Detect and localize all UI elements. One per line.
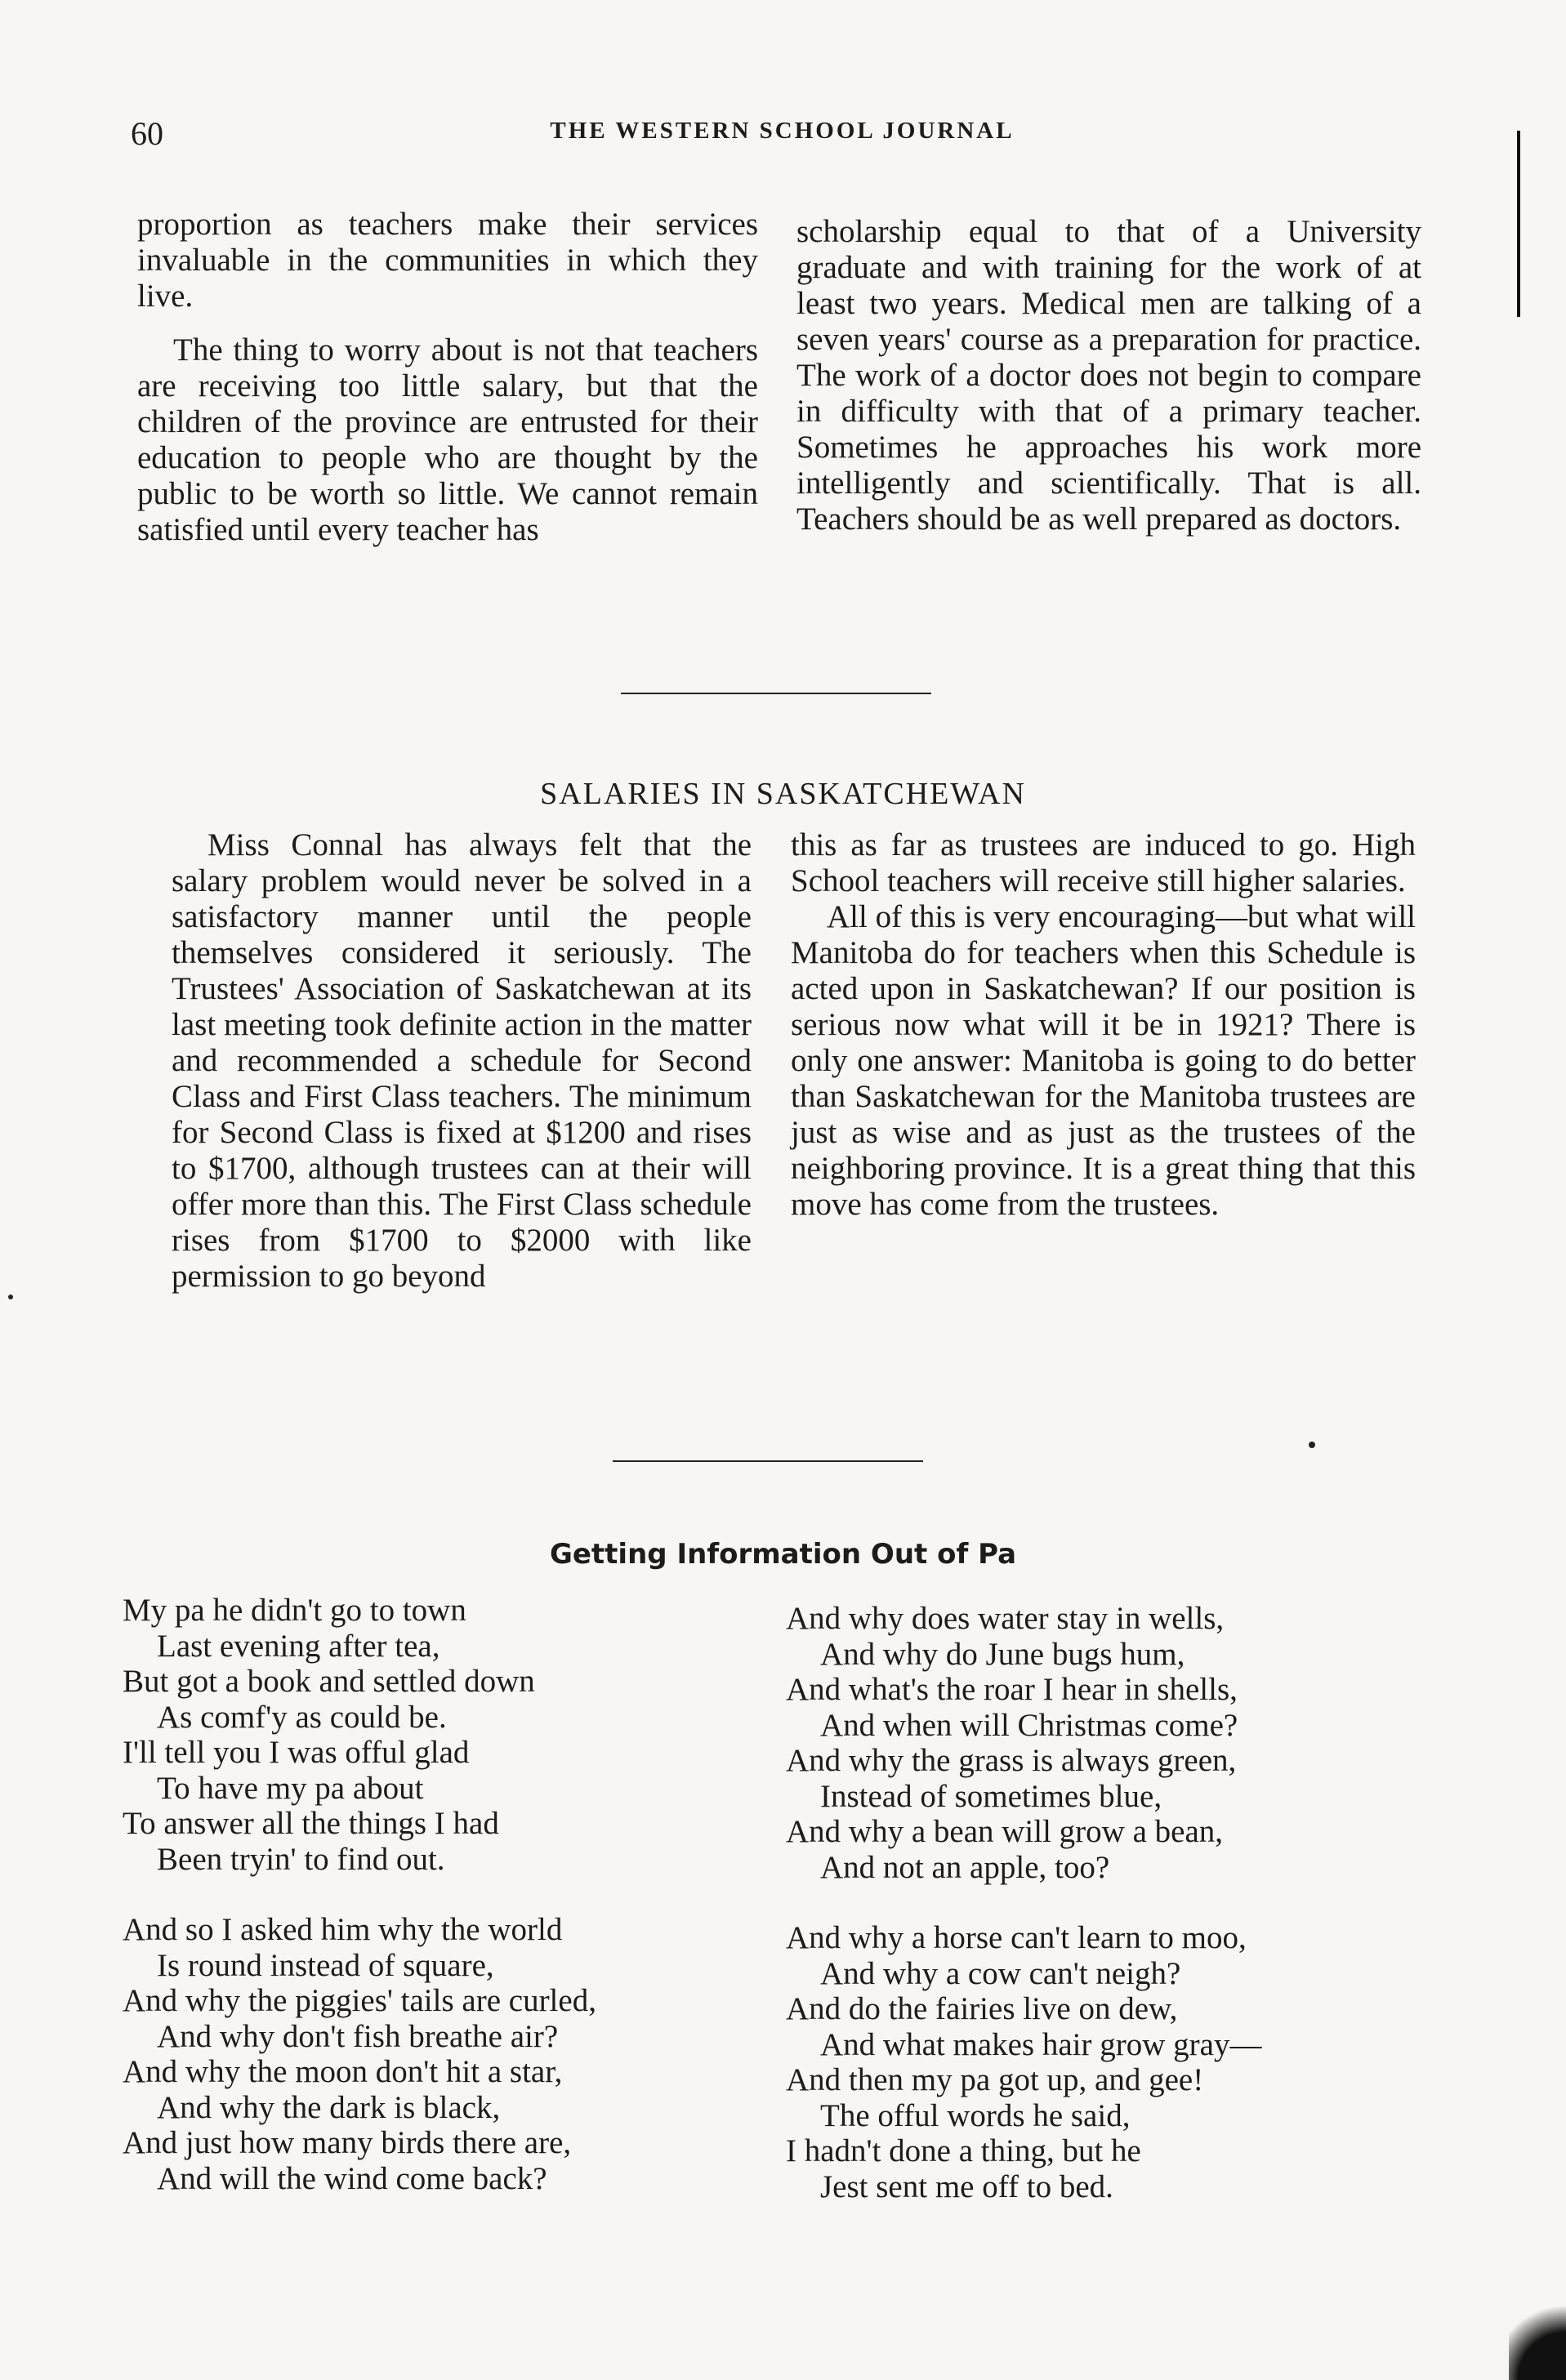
article1-right-paragraph-1: scholarship equal to that of a University graduate and with training for the work of at least two years. Medical men are talking of a seven years' course as a preparation for practice. The work of a doctor does not begin to compare in difficulty with that of a primary teacher. Sometimes he approaches his work more intelligently and scientifically. That is all. Teachers should be as well prepared as doctors. bbox=[796, 214, 1421, 537]
article2-left-paragraph-1: Miss Connal has always felt that the salary problem would never be solved in a satisfactory manner until the people themselves considered it seriously. The Trustees' Association of Saskatchewan at its last meeting took definite action in the matter and recommended a schedule for Second Class and First Class teachers. The minimum for Second Class is fixed at $1200 and rises to $1700, although trustees can at their will offer more than this. The First Class schedule rises from $1700 to $2000 with like permission to go beyond bbox=[172, 827, 752, 1294]
scan-corner-shadow bbox=[1509, 2290, 1566, 2380]
poem-stanza bbox=[786, 1601, 1439, 1885]
article1-left-paragraph-2: The thing to worry about is not that teachers are receiving too little salary, but that the children of the province are entrusted for their education to people who are thought by the public to be worth so little. We cannot remain satisfied until every teacher has bbox=[137, 332, 758, 547]
journal-title: THE WESTERN SCHOOL JOURNAL bbox=[550, 118, 1015, 144]
article2-right-column bbox=[791, 827, 1416, 1223]
poem-line: Last evening after tea, bbox=[157, 1628, 440, 1664]
poem-line: And do the fairies live on dew, bbox=[786, 1991, 1178, 2026]
poem-line: I hadn't done a thing, but he bbox=[786, 2133, 1141, 2168]
page-number: 60 bbox=[131, 115, 163, 152]
poem-line: And not an apple, too? bbox=[820, 1849, 1110, 1885]
poem-line: To answer all the things I had bbox=[123, 1806, 499, 1841]
article2-title: SALARIES IN SASKATCHEWAN bbox=[540, 777, 1026, 811]
poem-line: And why a bean will grow a bean, bbox=[786, 1814, 1224, 1849]
page-header bbox=[131, 114, 1434, 155]
poem-line: And why the moon don't hit a star, bbox=[123, 2054, 563, 2089]
poem-line: And so I asked him why the world bbox=[123, 1912, 563, 1947]
poem-line: Instead of sometimes blue, bbox=[820, 1778, 1162, 1814]
poem-line: And why the grass is always green, bbox=[786, 1743, 1237, 1778]
poem-title: Getting Information Out of Pa bbox=[549, 1538, 1017, 1571]
poem-line: But got a book and settled down bbox=[123, 1664, 535, 1699]
poem-line: Is round instead of square, bbox=[157, 1947, 494, 1983]
poem-stanza bbox=[123, 1912, 776, 2196]
poem-line: And why does water stay in wells, bbox=[786, 1601, 1225, 1636]
article2-left-column bbox=[172, 827, 752, 1295]
poem-line: And why the piggies' tails are curled, bbox=[123, 1983, 596, 2018]
poem-stanza bbox=[786, 1920, 1439, 2204]
poem-line: Been tryin' to find out. bbox=[157, 1841, 445, 1877]
poem-line: Jest sent me off to bed. bbox=[820, 2168, 1113, 2204]
poem-line: And why a cow can't neigh? bbox=[820, 1955, 1181, 1991]
poem-left-column bbox=[123, 1593, 776, 2196]
poem-line: The offul words he said, bbox=[820, 2097, 1131, 2133]
scan-speck bbox=[8, 1295, 13, 1299]
article1-left-paragraph-1: proportion as teachers make their services invaluable in the communities in which they live. bbox=[137, 207, 758, 314]
poem-right-column bbox=[786, 1601, 1439, 2204]
poem-line: And why the dark is black, bbox=[157, 2089, 501, 2125]
poem-stanza bbox=[123, 1593, 776, 1877]
poem-line: And why a horse can't learn to moo, bbox=[786, 1920, 1247, 1955]
poem-line: And when will Christmas come? bbox=[820, 1707, 1238, 1743]
section-divider bbox=[613, 1460, 923, 1462]
poem-line: My pa he didn't go to town bbox=[123, 1593, 466, 1628]
section-divider bbox=[621, 693, 931, 694]
poem-line: And why don't fish breathe air? bbox=[157, 2018, 559, 2054]
scan-edge-mark bbox=[1517, 131, 1520, 317]
article2-right-paragraph-2: All of this is very encouraging—but what will Manitoba do for teachers when this Schedule is acted upon in Saskatchewan? If our position is serious now what will it be in 1921? There is only one answer: Manitoba is going to do better than Saskatchewan for the Manitoba trustees are just as wise and as just as the trustees of the neighboring province. It is a great thing that this move has come from the trustees. bbox=[791, 899, 1416, 1222]
poem-line: And what's the roar I hear in shells, bbox=[786, 1672, 1238, 1707]
poem-line: As comf'y as could be. bbox=[157, 1699, 447, 1735]
poem-line: And then my pa got up, and gee! bbox=[786, 2062, 1204, 2097]
article2-right-paragraph-1: this as far as trustees are induced to go. High School teachers will receive still higher salaries. bbox=[791, 827, 1416, 898]
poem-line: And what makes hair grow gray— bbox=[820, 2026, 1262, 2062]
poem-line: And will the wind come back? bbox=[157, 2160, 547, 2196]
article1-right-column bbox=[796, 214, 1421, 537]
poem-line: To have my pa about bbox=[157, 1770, 424, 1806]
scan-speck bbox=[1309, 1442, 1315, 1448]
poem-line: And why do June bugs hum, bbox=[820, 1636, 1185, 1672]
article1-left-column bbox=[137, 207, 758, 548]
poem-line: And just how many birds there are, bbox=[123, 2125, 572, 2160]
poem-line: I'll tell you I was offul glad bbox=[123, 1735, 470, 1770]
